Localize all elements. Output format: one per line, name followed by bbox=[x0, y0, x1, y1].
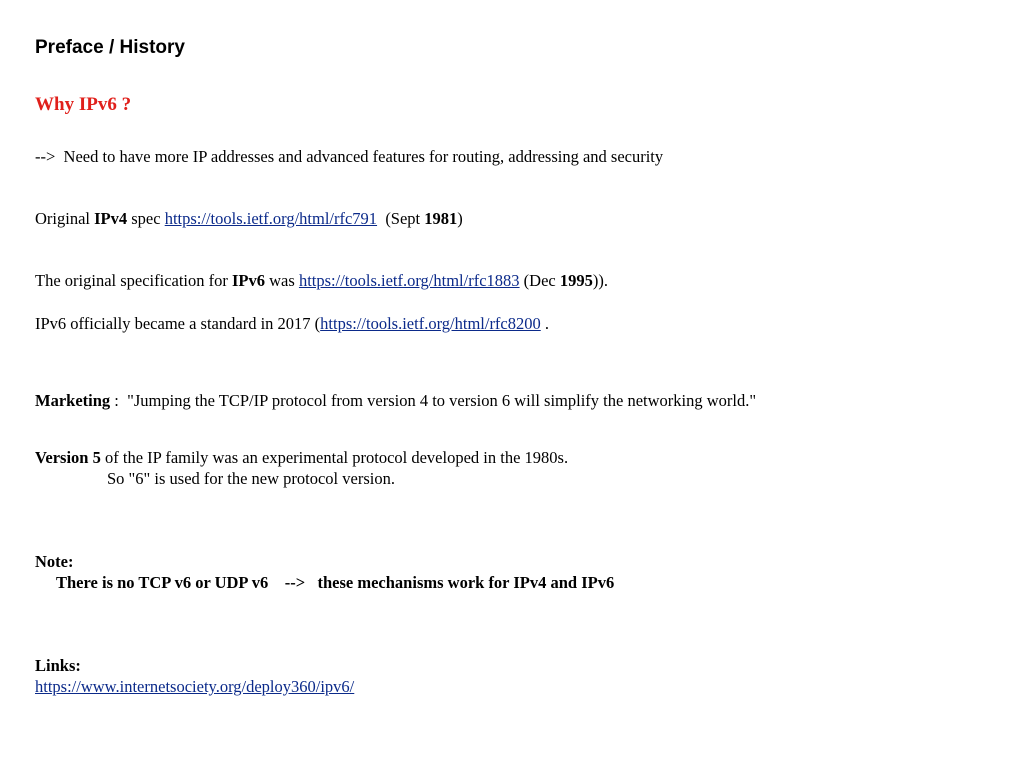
rfc8200-link[interactable]: https://tools.ietf.org/html/rfc8200 bbox=[320, 314, 541, 333]
ipv6-year: 1995 bbox=[559, 271, 593, 290]
marketing-line bbox=[35, 390, 756, 411]
rfc1883-link[interactable]: https://tools.ietf.org/html/rfc1883 bbox=[298, 271, 520, 290]
version5-label: Version 5 bbox=[35, 448, 101, 467]
links-line bbox=[35, 676, 354, 697]
ipv4-spec-line bbox=[35, 208, 463, 229]
ipv6-post-close: )). bbox=[592, 271, 608, 290]
section-title-why-ipv6: Why IPv6 ? bbox=[35, 94, 132, 115]
ipv4-mid: spec bbox=[127, 209, 165, 228]
arrow-text: --> bbox=[35, 147, 56, 166]
internetsociety-link[interactable]: https://www.internetsociety.org/deploy360/ipv6/ bbox=[35, 677, 355, 696]
version5-line bbox=[35, 447, 568, 468]
standard-pre: IPv6 officially became a standard in 2017 ( bbox=[35, 314, 321, 333]
version6-reason: So "6" is used for the new protocol version. bbox=[107, 469, 395, 488]
note-body: There is no TCP v6 or UDP v6 --> these mechanisms work for IPv4 and IPv6 bbox=[56, 573, 615, 592]
ipv6-spec-line bbox=[35, 270, 608, 291]
need-line bbox=[35, 146, 663, 167]
ipv6-pre: The original specification for bbox=[35, 271, 233, 290]
standard-line bbox=[35, 313, 549, 334]
ipv6-bold: IPv6 bbox=[232, 271, 266, 290]
standard-post: . bbox=[540, 314, 550, 333]
version5-text: of the IP family was an experimental protocol developed in the 1980s. bbox=[100, 448, 569, 467]
ipv4-year: 1981 bbox=[424, 209, 458, 228]
need-text: Need to have more IP addresses and advanced features for routing, addressing and security bbox=[63, 147, 664, 166]
ipv4-post-close: ) bbox=[457, 209, 463, 228]
page-title: Preface / History bbox=[35, 37, 185, 58]
note-label: Note: bbox=[35, 552, 74, 571]
links-label: Links: bbox=[35, 656, 81, 675]
ipv4-pre: Original bbox=[35, 209, 95, 228]
ipv4-post-open: (Sept bbox=[377, 209, 425, 228]
document-page bbox=[35, 0, 995, 768]
marketing-label: Marketing bbox=[35, 391, 111, 410]
ipv6-post-open: (Dec bbox=[519, 271, 560, 290]
marketing-text: : "Jumping the TCP/IP protocol from version 4 to version 6 will simplify the networking world." bbox=[110, 391, 757, 410]
ipv6-mid: was bbox=[265, 271, 299, 290]
ipv4-bold: IPv4 bbox=[94, 209, 128, 228]
rfc791-link[interactable]: https://tools.ietf.org/html/rfc791 bbox=[164, 209, 378, 228]
